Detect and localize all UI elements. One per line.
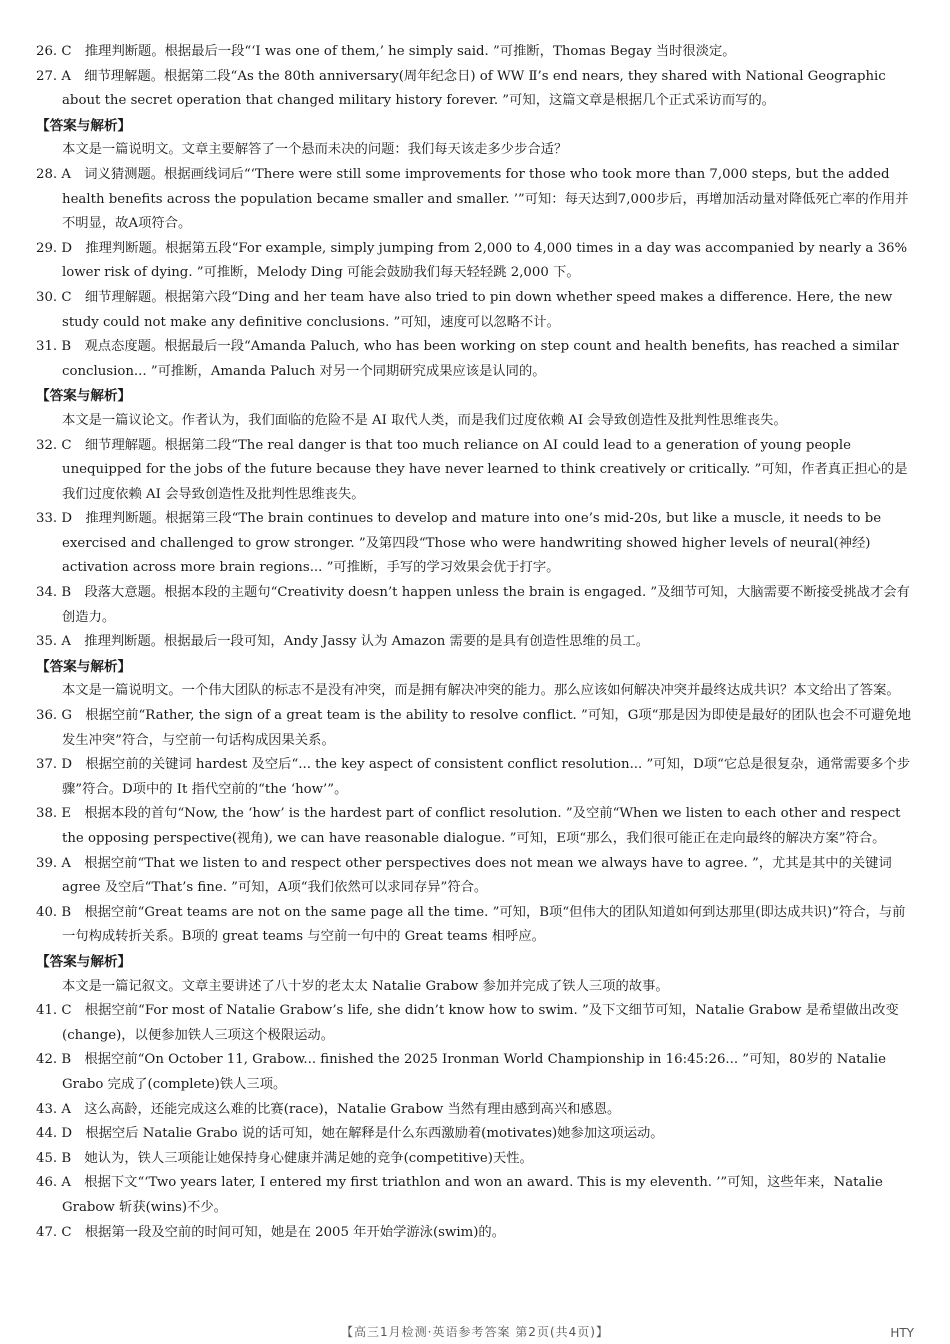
answer-item: 30. C 细节理解题。根据第六段“Ding and her team have also tried to pin down whether speed makes a difference. Here, the new study could not make any definitive conclusions. ”可知，速度可以忽略不计。: [36, 289, 893, 330]
answer-item: 40. B 根据空前“Great teams are not on the same page all the time. ”可知，B项“但伟大的团队知道如何到达那里(即达成共识)”符合，与前一句构成转折关系。B项的 great teams 与空前一句中的 Great teams 相呼应。: [36, 904, 906, 945]
answer-item: 26. C 推理判断题。根据最后一段“‘I was one of them,’ he simply said. ”可推断，Thomas Begay 当时很淡定。: [36, 44, 736, 59]
answer-item: 41. C 根据空前“For most of Natalie Grabow’s life, she didn’t know how to swim. ”及下文细节可知，Natalie Grabow 是希望做出改变(change)，以便参加铁人三项这个极限运动。: [36, 1003, 899, 1043]
answer-item: 29. D 推理判断题。根据第五段“For example, simply jumping from 2,000 to 4,000 times in a day was accompanied by nearly a 36% lower risk of dying. ”可推断，Melody Ding 可能会鼓励我们每天轻轻跳 2,000 下。: [36, 240, 908, 281]
answer-item: 27. A 细节理解题。根据第二段“As the 80th anniversary(周年纪念日) of WW Ⅱ’s end nears, they shared with National Geographic about the secret operation that changed military history forever. ”可知，这篇文章是根据几个正式采访而写的。: [36, 68, 886, 109]
answer-content: [36, 40, 914, 1245]
answer-item: 35. A 推理判断题。根据最后一段可知，Andy Jassy 认为 Amazon 需要的是具有创造性思维的员工。: [36, 634, 649, 650]
answer-item: 36. G 根据空前“Rather, the sign of a great team is the ability to resolve conflict. ”可知，G项“那是因为即使是最好的团队也会不可避免地发生冲突”符合，与空前一句话构成因果关系。: [36, 708, 912, 748]
answer-item: 32. C 细节理解题。根据第二段“The real danger is that too much reliance on AI could lead to a generation of young people unequipped for the jobs of the future because they have never learned to think creatively or critically. ”可知，作者真正担心的是我们过度依赖 AI 会导致创造性及批判性思维丧失。: [36, 437, 908, 502]
answer-item: 47. C 根据第一段及空前的时间可知，她是在 2005 年开始学游泳(swim)的。: [36, 1224, 505, 1240]
answer-item: 38. E 根据本段的首句“Now, the ‘how’ is the hardest part of conflict resolution. ”及空前“When we listen to each other and respect the opposing perspective(视角), we can have reasonable dialogue. ”可知，E项“那么，我们很可能正在走向最终的解决方案”符合。: [36, 806, 901, 846]
section-summary: 本文是一篇说明文。一个伟大团队的标志不是没有冲突，而是拥有解决冲突的能力。那么应该如何解决冲突并最终达成共识？本文给出了答案。: [62, 683, 900, 699]
answer-item: 28. A 词义猜测题。根据画线词后“‘There were still some improvements for those who took more than 7,000 steps, but the added health benefits across the population became smaller and smaller. ’”可知：每天达到7,000步后，再增加活动量对降低死亡率的作用并不明显，故A项符合。: [36, 166, 909, 232]
answer-item: 42. B 根据空前“On October 11, Grabow... finished the 2025 Ironman World Championship in 16:45:26... ”可知，80岁的 Natalie Grabo 完成了(complete)铁人三项。: [36, 1052, 886, 1092]
section-summary: 本文是一篇说明文。文章主要解答了一个悬而未决的问题：我们每天该走多少步合适？: [62, 142, 568, 158]
page-footer: 【高三1月检测·英语参考答案 第2页(共4页)】: [341, 1325, 609, 1339]
section-header: 【答案与解析】: [36, 117, 132, 134]
answer-item: 34. B 段落大意题。根据本段的主题句“Creativity doesn’t happen unless the brain is engaged. ”及细节可知，大脑需要不断接受挑战才会有创造力。: [36, 585, 910, 625]
answer-item: 44. D 根据空后 Natalie Grabo 说的话可知，她在解释是什么东西激励着(motivates)她参加这项运动。: [36, 1126, 664, 1142]
footer-code: HTY: [890, 1326, 914, 1340]
section-summary: 本文是一篇议论文。作者认为，我们面临的危险不是 AI 取代人类，而是我们过度依赖 AI 会导致创造性及批判性思维丧失。: [62, 412, 787, 428]
answer-item: 45. B 她认为，铁人三项能让她保持身心健康并满足她的竞争(competitive)天性。: [36, 1150, 533, 1166]
answer-item: 37. D 根据空前的关键词 hardest 及空后“... the key aspect of consistent conflict resolution... ”可知，D项“它总是很复杂，通常需要多个步骤”符合。D项中的 It 指代空前的“the ‘how’”。: [36, 757, 911, 797]
section-summary: 本文是一篇记叙文。文章主要讲述了八十岁的老太太 Natalie Grabow 参加并完成了铁人三项的故事。: [62, 978, 669, 994]
section-header: 【答案与解析】: [36, 388, 132, 405]
answer-item: 46. A 根据下文“‘Two years later, I entered my first triathlon and won an award. This is my eleventh. ’”可知，这些年来，Natalie Grabow 斩获(wins)不少。: [36, 1175, 883, 1215]
answer-item: 31. B 观点态度题。根据最后一段“Amanda Paluch, who has been working on step count and health benefits, has reached a similar conclusion... ”可推断，Amanda Paluch 对另一个同期研究成果应该是认同的。: [36, 339, 899, 379]
section-header: 【答案与解析】: [36, 658, 132, 675]
section-header: 【答案与解析】: [36, 953, 132, 970]
answer-item: 43. A 这么高龄，还能完成这么难的比赛(race)，Natalie Grabow 当然有理由感到高兴和感恩。: [36, 1101, 621, 1117]
answer-item: 33. D 推理判断题。根据第三段“The brain continues to develop and mature into one’s mid-20s, but like a muscle, it needs to be exercised and challenged to grow stronger. ”及第四段“Those who were handwriting showed higher levels of neural(神经) activation across more brain regions... ”可推断，手写的学习效果会优于打字。: [36, 511, 882, 576]
answer-item: 39. A 根据空前“That we listen to and respect other perspectives does not mean we always have to agree. ”，尤其是其中的关键词 agree 及空后“That’s fine. ”可知，A项“我们依然可以求同存异”符合。: [36, 855, 892, 896]
